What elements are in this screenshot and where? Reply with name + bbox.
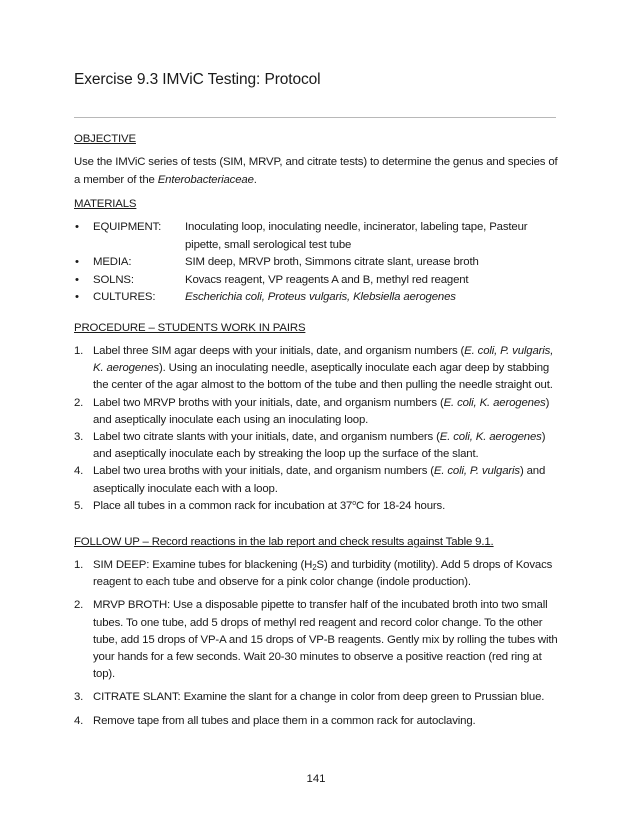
bullet-icon: • (75, 291, 79, 303)
materials-heading: MATERIALS (74, 198, 137, 210)
step-number: 2. (74, 599, 84, 612)
step-text: ) and aseptically inoculate each by streaking the loop up the surface of the slant. (93, 431, 546, 461)
subscript: 2 (312, 563, 317, 572)
objective-text (74, 153, 558, 189)
step-text: CITRATE SLANT: Examine the slant for a change in color from deep green to Prussian blue. (93, 691, 545, 704)
procedure-step (74, 395, 558, 429)
follow-up-step (74, 597, 558, 683)
follow-up-heading: FOLLOW UP – Record reactions in the lab report and check results against Table 9.1. (74, 536, 494, 548)
materials-label: SOLNS: (93, 273, 134, 286)
title-divider (74, 117, 556, 118)
materials-list (74, 219, 558, 307)
procedure-heading: PROCEDURE – STUDENTS WORK IN PAIRS (74, 322, 306, 334)
materials-item-solns (74, 272, 558, 290)
step-text: Place all tubes in a common rack for incubation at 37 (93, 499, 353, 512)
step-text: ) and aseptically inoculate each with a loop. (93, 465, 546, 495)
step-text: Label two citrate slants with your initials, date, and organism numbers ( (93, 431, 440, 444)
procedure-step (74, 463, 558, 497)
procedure-step (74, 429, 558, 463)
follow-up-step (74, 713, 558, 730)
step-text: Label two MRVP broths with your initials, date, and organism numbers ( (93, 396, 444, 409)
step-number: 4. (74, 714, 84, 727)
step-text: C for 18-24 hours. (356, 499, 446, 512)
page-title: Exercise 9.3 IMViC Testing: Protocol (74, 71, 321, 88)
materials-value: Kovacs reagent, VP reagents A and B, methyl red reagent (185, 273, 469, 286)
materials-label: EQUIPMENT: (93, 221, 162, 233)
bullet-icon: • (75, 273, 79, 286)
degree-symbol: o (352, 499, 356, 507)
step-organisms: E. coli, P. vulgaris, K. aerogenes (93, 345, 554, 375)
step-number: 4. (74, 465, 84, 478)
objective-text-main: Use the IMViC series of tests (SIM, MRVP, and citrate tests) to determine the genus and species of a member of the (74, 156, 558, 186)
step-text: ) and aseptically inoculate each using an inoculating loop. (93, 396, 550, 426)
objective-taxon: Enterobacteriaceae (157, 174, 254, 186)
procedure-list (74, 343, 558, 515)
follow-up-step (74, 689, 558, 706)
step-organisms: E. coli, P. vulgaris (433, 465, 520, 478)
step-number: 3. (74, 431, 84, 444)
step-number: 1. (74, 559, 84, 571)
materials-item-media (74, 254, 558, 272)
step-text: Remove tape from all tubes and place them in a common rack for autoclaving. (93, 714, 476, 727)
step-text: Label three SIM agar deeps with your initials, date, and organism numbers ( (93, 345, 465, 357)
step-number: 5. (74, 499, 84, 512)
materials-value: Escherichia coli, Proteus vulgaris, Klebsiella aerogenes (185, 291, 456, 303)
step-text: MRVP BROTH: Use a disposable pipette to transfer half of the incubated broth into two small tubes. To one tube, add 5 drops of methyl red reagent and record color change. To the other tube, add 15 drops of VP-A and 15 drops of VP-B reagents. Gently mix by rolling the tubes with your hands for a few seconds. Wait 20-30 minutes to observe a positive reaction (red ring at top). (93, 599, 558, 681)
objective-text-end: . (253, 174, 257, 186)
materials-item-equipment (74, 219, 558, 254)
page-number: 141 (306, 773, 326, 785)
objective-heading: OBJECTIVE (74, 133, 136, 145)
step-number: 1. (74, 345, 84, 357)
materials-label: MEDIA: (93, 256, 132, 268)
follow-up-list (74, 557, 558, 730)
materials-value: Inoculating loop, inoculating needle, incinerator, labeling tape, Pasteur pipette, small serological test tube (185, 221, 528, 251)
step-number: 3. (74, 691, 84, 704)
step-organisms: E. coli, K. aerogenes (443, 396, 546, 409)
step-organisms: E. coli, K. aerogenes (439, 431, 542, 444)
bullet-icon: • (75, 256, 79, 268)
step-text: Label two urea broths with your initials, date, and organism numbers ( (93, 465, 434, 478)
materials-value: SIM deep, MRVP broth, Simmons citrate slant, urease broth (185, 256, 479, 268)
step-number: 2. (74, 396, 84, 409)
procedure-step (74, 343, 558, 395)
materials-item-cultures (74, 289, 558, 307)
bullet-icon: • (75, 221, 79, 233)
step-text: SIM DEEP: Examine tubes for blackening (H (93, 559, 313, 571)
procedure-step (74, 498, 558, 515)
step-text: S) and turbidity (motility). Add 5 drops of Kovacs reagent to each tube and observe for a pink color change (indole production). (93, 559, 553, 589)
follow-up-step (74, 557, 558, 591)
step-text: ). Using an inoculating needle, aseptically inoculate each agar deep by stabbing the center of the agar almost to the bottom of the tube and then pulling the needle straight out. (93, 362, 553, 392)
materials-label: CULTURES: (93, 291, 156, 303)
